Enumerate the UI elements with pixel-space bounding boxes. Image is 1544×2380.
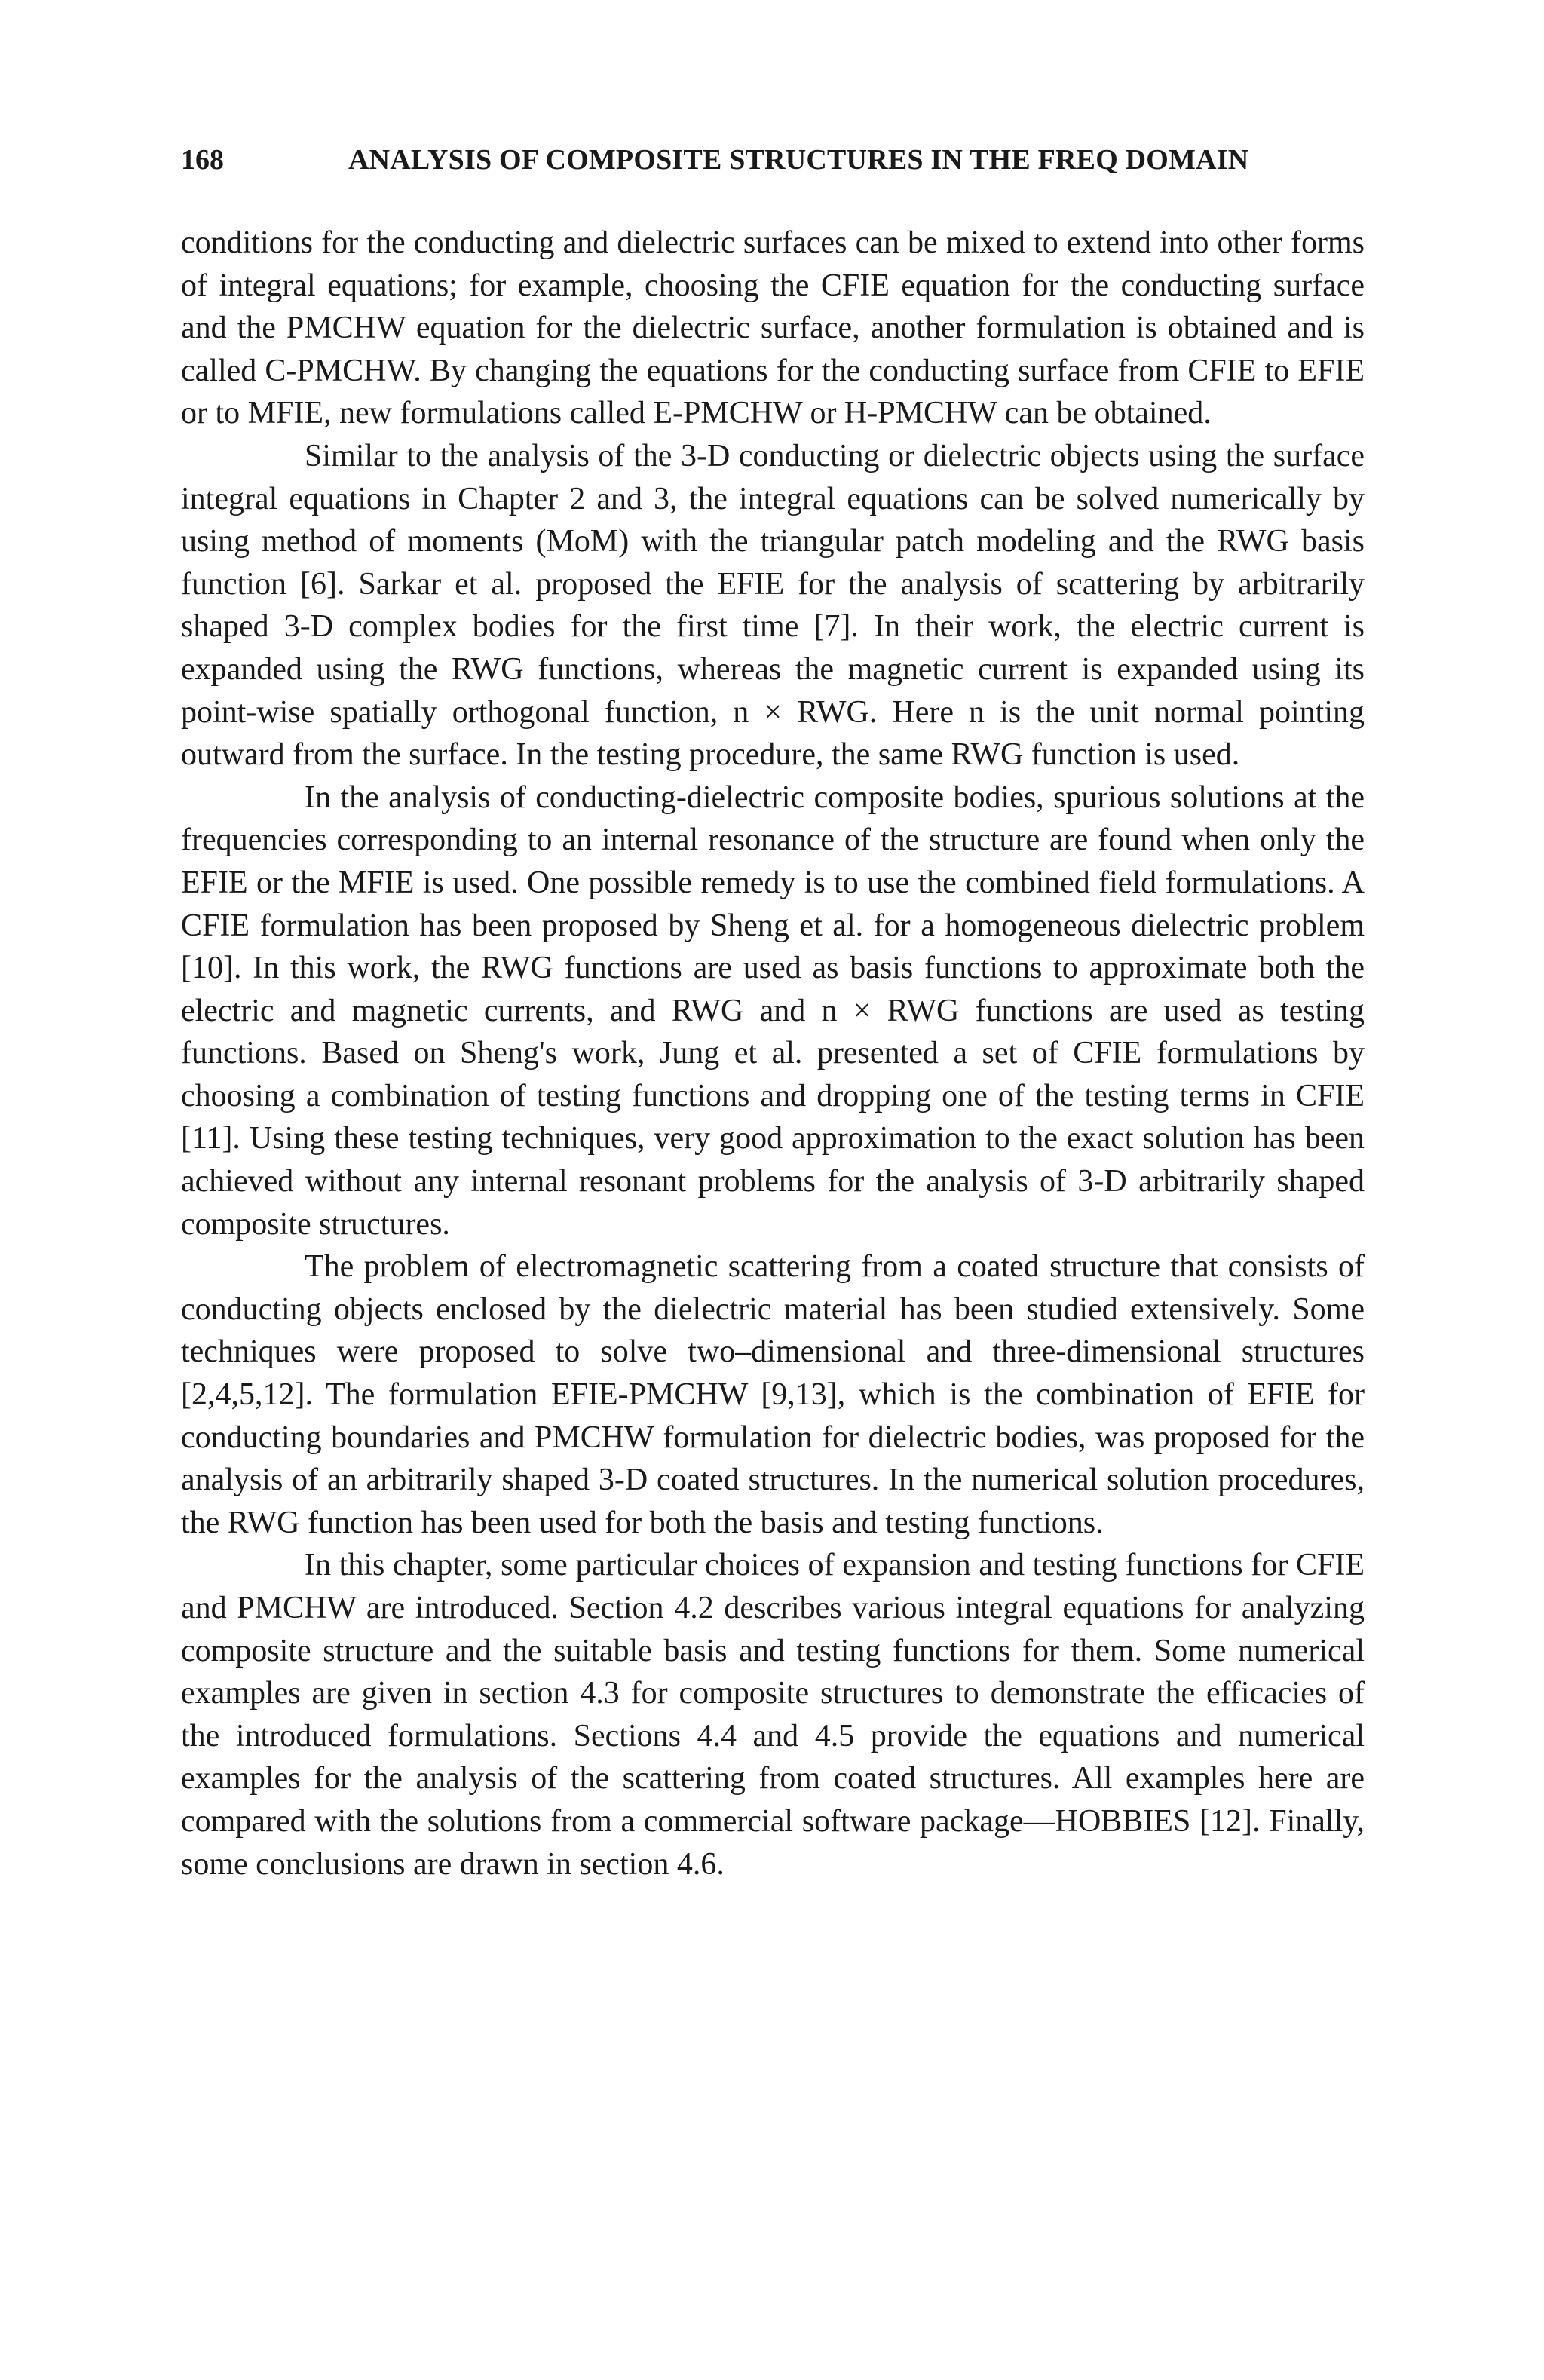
paragraph: The problem of electromagnetic scattering from a coated structure that consists of conducting objects enclosed by the dielectric material has been studied extensively. Some techniques were proposed to solve two–dimensional and three-dimensional structures [2,4,5,12]. The formulation EFIE-PMCHW [9,13], which is the combination of EFIE for conducting boundaries and PMCHW formulation for dielectric bodies, was proposed for the analysis of an arbitrarily shaped 3-D coated structures. In the numerical solution procedures, the RWG function has been used for both the basis and testing functions.: [181, 1249, 1365, 1540]
paragraph: Similar to the analysis of the 3-D conducting or dielectric objects using the surface integral equations in Chapter 2 and 3, the integral equations can be solved numerically by using method of moments (MoM) with the triangular patch modeling and the RWG basis function [6]. Sarkar et al. proposed the EFIE for the analysis of scattering by arbitrarily shaped 3-D complex bodies for the first time [7]. In their work, the electric current is expanded using the RWG functions, whereas the magnetic current is expanded using its point-wise spatially orthogonal function, n × RWG. Here n is the unit normal pointing outward from the surface. In the testing procedure, the same RWG function is used.: [181, 438, 1365, 773]
page-number: 168: [181, 144, 224, 176]
running-head-title: ANALYSIS OF COMPOSITE STRUCTURES IN THE FREQ DOMAIN: [348, 144, 1249, 176]
paragraph: In this chapter, some particular choices of expansion and testing functions for CFIE and PMCHW are introduced. Section 4.2 describes various integral equations for analyzing composite structure and the suitable basis and testing functions for them. Some numerical examples are given in section 4.3 for composite structures to demonstrate the efficacies of the introduced formulations. Sections 4.4 and 4.5 provide the equations and numerical examples for the analysis of the scattering from coated structures. All examples here are compared with the solutions from a commercial software package—HOBBIES [12]. Finally, some conclusions are drawn in section 4.6.: [181, 1548, 1365, 1882]
paragraph: In the analysis of conducting-dielectric composite bodies, spurious solutions at the frequencies corresponding to an internal resonance of the structure are found when only the EFIE or the MFIE is used. One possible remedy is to use the combined field formulations. A CFIE formulation has been proposed by Sheng et al. for a homogeneous dielectric problem [10]. In this work, the RWG functions are used as basis functions to approximate both the electric and magnetic currents, and RWG and n × RWG functions are used as testing functions. Based on Sheng's work, Jung et al. presented a set of CFIE formulations by choosing a combination of testing functions and dropping one of the testing terms in CFIE [11]. Using these testing techniques, very good approximation to the exact solution has been achieved without any internal resonant problems for the analysis of 3-D arbitrarily shaped composite structures.: [181, 780, 1365, 1242]
body-text: [181, 222, 1365, 1885]
running-head: [181, 137, 1380, 182]
paragraph-continued: conditions for the conducting and dielectric surfaces can be mixed to extend into other forms of integral equations; for example, choosing the CFIE equation for the conducting surface and the PMCHW equation for the dielectric surface, another formulation is obtained and is called C-PMCHW. By changing the equations for the conducting surface from CFIE to EFIE or to MFIE, new formulations called E-PMCHW or H-PMCHW can be obtained.: [181, 225, 1365, 431]
